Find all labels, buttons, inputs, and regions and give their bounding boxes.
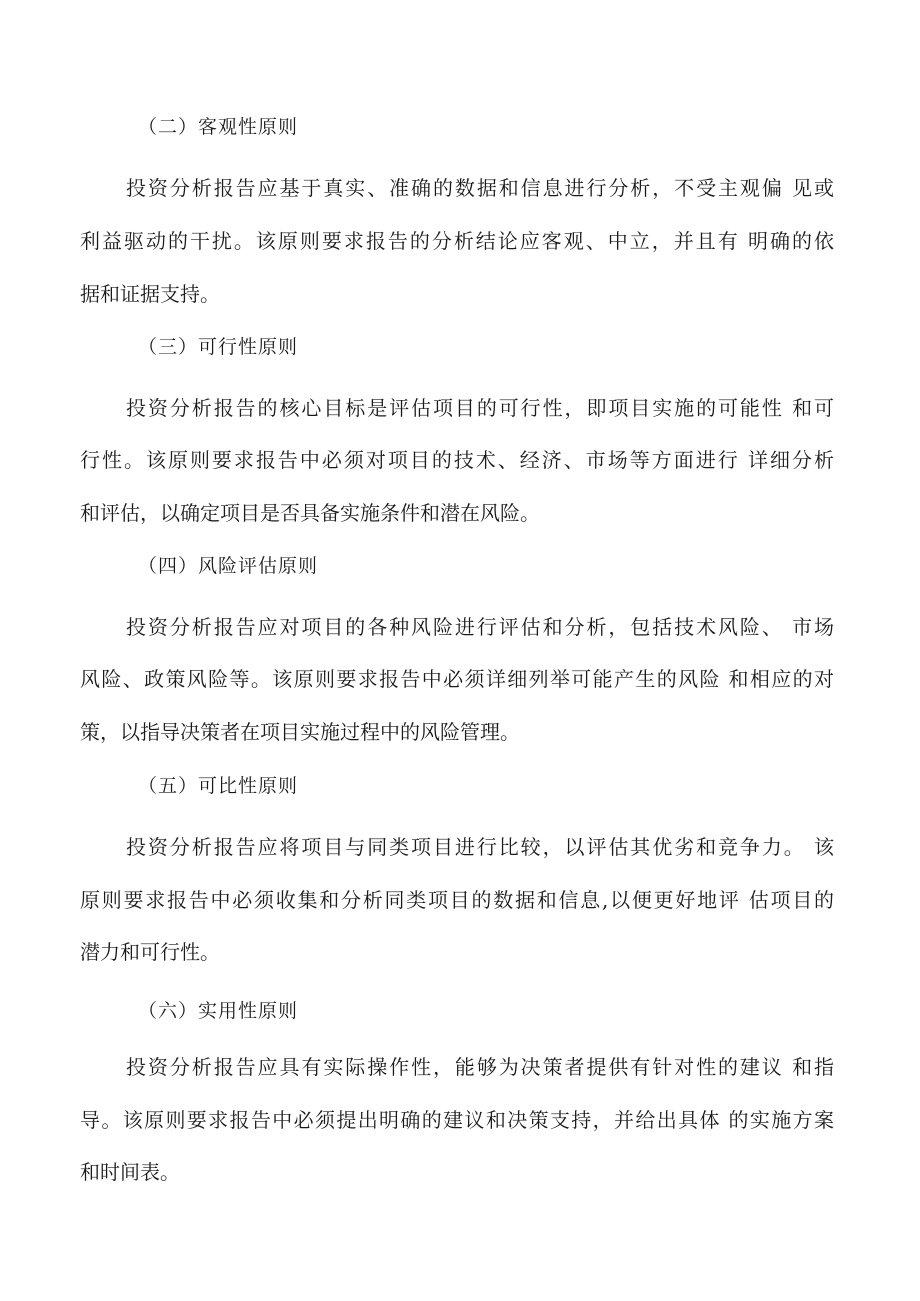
paragraph-line: 行性。该原则要求报告中必须对项目的技术、经济、市场等方面进行 详细分析 (80, 448, 834, 472)
paragraph-line: 潜力和可行性。 (80, 940, 220, 964)
paragraph-line: 策，以指导决策者在项目实施过程中的风险管理。 (80, 720, 520, 744)
paragraph-line: 原则要求报告中必须收集和分析同类项目的数据和信息,以便更好地评 估项目的 (80, 888, 834, 912)
paragraph-line: 风险、政策风险等。该原则要求报告中必须详细列举可能产生的风险 和相应的对 (80, 667, 834, 691)
paragraph-line: 据和证据支持。 (80, 282, 220, 306)
paragraph-line: 投资分析报告的核心目标是评估项目的可行性，即项目实施的可能性 和可 (126, 396, 834, 420)
paragraph-line: 和时间表。 (80, 1160, 180, 1184)
paragraph-line: 投资分析报告应将项目与同类项目进行比较，以评估其优劣和竞争力。 该 (126, 835, 834, 859)
paragraph-line: 导。该原则要求报告中必须提出明确的建议和决策支持，并给出具体 的实施方案 (80, 1108, 834, 1132)
paragraph-line: 投资分析报告应具有实际操作性，能够为决策者提供有针对性的建议 和指 (126, 1055, 834, 1079)
section-heading-feasibility: （三）可行性原则 (138, 336, 299, 358)
section-heading-comparability: （五）可比性原则 (138, 775, 299, 797)
section-heading-objectivity: （二）客观性原则 (138, 116, 299, 138)
paragraph-line: 和评估，以确定项目是否具备实施条件和潜在风险。 (80, 501, 540, 525)
paragraph-line: 投资分析报告应对项目的各种风险进行评估和分析，包括技术风险、 市场 (126, 615, 834, 639)
paragraph-line: 利益驱动的干扰。该原则要求报告的分析结论应客观、中立，并且有 明确的依 (80, 229, 834, 253)
paragraph-line: 投资分析报告应基于真实、准确的数据和信息进行分析，不受主观偏 见或 (126, 176, 834, 200)
section-heading-practicality: （六）实用性原则 (138, 1000, 299, 1022)
section-heading-risk-assessment: （四）风险评估原则 (138, 555, 319, 577)
